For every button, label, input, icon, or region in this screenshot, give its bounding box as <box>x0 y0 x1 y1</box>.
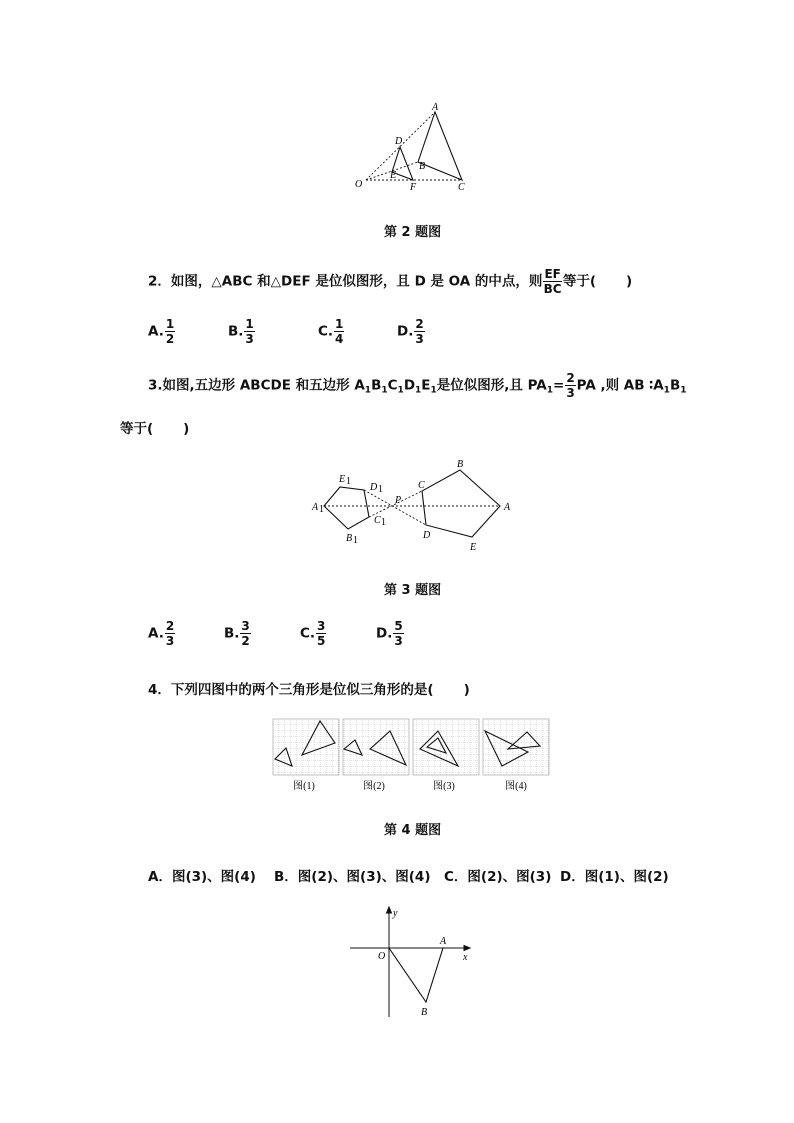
svg-text:1: 1 <box>381 517 386 528</box>
question-4-option-c[interactable]: C．图(2)、图(3) <box>444 869 552 885</box>
label-a: A <box>504 502 511 513</box>
triangle-oab <box>389 948 443 1002</box>
question-3-stem: 3.如图,五边形 ABCDE 和五边形 $A_1B_1C_1D_1E_1$是位似图形,且 $PA_1=$ $\frac{2}{3}$ PA ,则 AB $∶A_1B_1$ <box>148 371 687 400</box>
panel-2-label: 图(2) <box>363 781 385 792</box>
label-e: E <box>390 170 397 181</box>
question-3-stem-line2: 等于( ) <box>120 421 190 437</box>
label-c: C <box>458 182 465 193</box>
question-4-option-d[interactable]: D．图(1)、图(2) <box>560 869 669 885</box>
question-2-option-b[interactable]: B. $\frac{1}{3}$ <box>228 317 254 346</box>
question-2-option-d[interactable]: D. $\frac{2}{3}$ <box>397 317 424 346</box>
figure-5-coordinate-plane <box>345 902 480 1022</box>
label-a: A <box>432 102 439 113</box>
question-3-option-a[interactable]: A. $\frac{2}{3}$ <box>148 619 175 648</box>
svg-text:1: 1 <box>319 504 324 515</box>
panel-4 <box>483 719 549 775</box>
panel-2 <box>343 719 409 775</box>
panel-1-label: 图(1) <box>293 781 315 792</box>
question-2-option-a[interactable]: A. $\frac{1}{2}$ <box>148 317 175 346</box>
question-3-fraction: $\frac{2}{3}$ <box>566 371 575 400</box>
label-o: O <box>378 951 386 962</box>
dotted-rays <box>366 112 462 180</box>
label-a1: A <box>312 502 319 513</box>
y-axis-arrow-icon <box>387 907 392 913</box>
label-c1: C <box>374 515 381 526</box>
label-y: y <box>393 908 398 919</box>
label-p: P <box>395 495 402 506</box>
figure-3-diagram <box>308 455 520 557</box>
pentagon-a1b1c1d1e1 <box>324 487 369 529</box>
label-d1: D <box>370 482 378 493</box>
label-d: D <box>395 136 403 147</box>
svg-text:1: 1 <box>346 476 351 487</box>
figure-2-diagram <box>350 100 480 195</box>
label-c: C <box>418 480 425 491</box>
question-2-stem: 2．如图，△ABC 和△DEF 是位似图形，且 D 是 OA 的中点，则 $\frac{EF}{BC}$ 等于( ) <box>148 267 633 296</box>
figure-4-caption: 第 4 题图 <box>384 823 442 838</box>
svg-text:1: 1 <box>353 535 358 546</box>
label-b1: B <box>346 533 353 544</box>
question-3-option-d[interactable]: D. $\frac{5}{3}$ <box>376 619 403 648</box>
label-d: D <box>423 530 431 541</box>
label-e: E <box>470 542 477 553</box>
panel-3-label: 图(3) <box>433 781 455 792</box>
pentagon-abcde <box>422 470 500 537</box>
question-2-fraction: $\frac{EF}{BC}$ <box>543 267 562 296</box>
panel-1 <box>273 719 339 775</box>
question-4-option-a[interactable]: A．图(3)、图(4) <box>148 869 256 885</box>
figure-3-caption: 第 3 题图 <box>384 583 442 598</box>
figure-4-panels <box>272 718 550 798</box>
dashed-lines <box>324 490 500 525</box>
x-axis-arrow-icon <box>464 946 470 951</box>
figure-2-caption: 第 2 题图 <box>384 225 442 240</box>
label-b: B <box>421 1007 428 1018</box>
question-3-number: 3 <box>148 377 158 394</box>
label-b: B <box>457 459 464 470</box>
question-4-stem: 4．下列四图中的两个三角形是位似三角形的是( ) <box>148 682 470 698</box>
svg-text:1: 1 <box>378 484 383 495</box>
label-f: F <box>410 182 417 193</box>
label-x: x <box>463 952 468 963</box>
question-2-option-c[interactable]: C. $\frac{1}{4}$ <box>318 317 344 346</box>
panel-4-label: 图(4) <box>505 781 527 792</box>
question-4-number: 4 <box>148 682 158 698</box>
label-o: O <box>355 179 363 190</box>
label-b: B <box>419 161 426 172</box>
label-e1: E <box>339 474 346 485</box>
label-a: A <box>440 936 447 947</box>
panel-3 <box>413 719 479 775</box>
question-3-option-c[interactable]: C. $\frac{3}{5}$ <box>300 619 326 648</box>
question-3-option-b[interactable]: B. $\frac{3}{2}$ <box>224 619 250 648</box>
question-4-option-b[interactable]: B．图(2)、图(3)、图(4) <box>274 869 431 885</box>
question-2-number: 2 <box>148 273 158 290</box>
